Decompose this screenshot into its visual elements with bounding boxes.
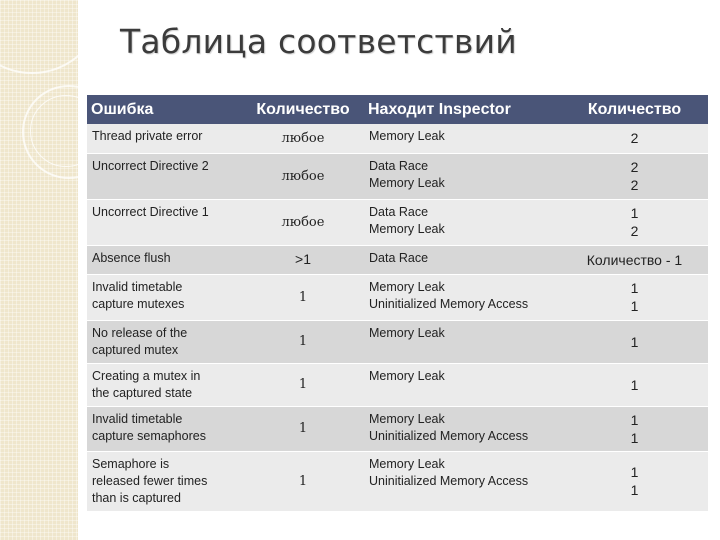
count-cell: 1 (242, 406, 364, 451)
table-row (87, 451, 708, 511)
error-text: Thread private error (92, 129, 203, 143)
error-text: Uncorrect Directive 1 (92, 204, 209, 219)
decorative-circle (0, 0, 104, 74)
table-header-row (87, 95, 708, 124)
inspector-finding-cell (364, 320, 561, 363)
count-cell: 1 (242, 320, 364, 363)
error-text: capture mutexes (92, 296, 185, 311)
table-row (87, 245, 708, 274)
inspector-finding-cell (364, 153, 561, 199)
inspector-finding-text: Memory Leak (369, 279, 445, 294)
inspector-finding-text: Memory Leak (369, 456, 445, 471)
inspector-finding-cell (364, 274, 561, 320)
found-count-text: 2 (630, 159, 639, 175)
inspector-finding-text: Uninitialized Memory Access (369, 428, 529, 443)
count-cell: >1 (242, 245, 364, 274)
found-count-text: 1 (630, 429, 639, 446)
error-text: No release of the (92, 325, 188, 340)
mapping-table (87, 95, 708, 512)
inspector-finding-cell (364, 451, 561, 511)
found-count-text: 1 (630, 464, 639, 480)
error-text: Invalid timetable (92, 279, 183, 294)
inspector-finding-cell (364, 199, 561, 245)
decorative-left-strip (0, 0, 78, 540)
count-cell: 1 (242, 363, 364, 406)
table-row (87, 274, 708, 320)
inspector-finding-text: Data Race (369, 204, 429, 219)
found-count-cell (561, 406, 708, 451)
error-text: Uncorrect Directive 2 (92, 158, 209, 173)
inspector-finding-text: Uninitialized Memory Access (369, 296, 529, 311)
count-cell: любое (242, 153, 364, 199)
error-text: Invalid timetable (92, 411, 183, 426)
error-cell (87, 245, 242, 274)
found-count-text: 1 (630, 280, 639, 296)
error-cell (87, 451, 242, 511)
found-count-text: 1 (630, 333, 639, 350)
inspector-finding-text: Memory Leak (369, 411, 445, 426)
inspector-finding-text: Data Race (369, 158, 429, 173)
error-cell (87, 363, 242, 406)
found-count-cell (561, 153, 708, 199)
table-row (87, 124, 708, 153)
error-text: than is captured (92, 490, 181, 505)
table-row (87, 199, 708, 245)
error-cell (87, 320, 242, 363)
error-text: captured mutex (92, 342, 179, 357)
header-count: Количество (242, 95, 364, 124)
found-count-cell (561, 451, 708, 511)
table-body (87, 124, 708, 511)
table-row (87, 406, 708, 451)
error-text: Semaphore is (92, 456, 170, 471)
inspector-finding-cell (364, 363, 561, 406)
error-text: released fewer times (92, 473, 208, 488)
found-count-text: 1 (630, 376, 639, 393)
error-cell (87, 124, 242, 153)
count-cell: 1 (242, 274, 364, 320)
inspector-finding-text: Memory Leak (369, 221, 445, 236)
found-count-cell (561, 124, 708, 153)
header-count-found: Количество (561, 95, 708, 124)
inspector-finding-text: Uninitialized Memory Access (369, 473, 529, 488)
found-count-text: 1 (630, 205, 639, 221)
error-text: Creating a mutex in (92, 368, 201, 383)
inspector-finding-text: Memory Leak (369, 325, 445, 340)
count-cell: любое (242, 199, 364, 245)
count-cell: любое (242, 124, 364, 153)
inspector-finding-text: Memory Leak (369, 175, 445, 190)
error-cell (87, 406, 242, 451)
page-title: Таблица соответствий (120, 22, 517, 61)
found-count-text: Количество - 1 (586, 251, 683, 268)
error-text: capture semaphores (92, 428, 206, 443)
found-count-text: 2 (630, 177, 639, 193)
error-text: the captured state (92, 385, 193, 400)
table-row (87, 320, 708, 363)
header-error: Ошибка (87, 95, 242, 124)
found-count-cell (561, 320, 708, 363)
inspector-finding-text: Memory Leak (369, 368, 445, 383)
inspector-finding-text: Memory Leak (369, 129, 445, 143)
found-count-text: 2 (630, 223, 639, 239)
table-row (87, 153, 708, 199)
inspector-finding-cell (364, 406, 561, 451)
found-count-text: 1 (630, 298, 639, 314)
inspector-finding-cell (364, 245, 561, 274)
found-count-cell (561, 363, 708, 406)
error-cell (87, 274, 242, 320)
found-count-text: 1 (630, 411, 639, 428)
found-count-cell (561, 199, 708, 245)
inspector-finding-text: Data Race (369, 250, 429, 265)
found-count-text: 1 (630, 482, 639, 498)
error-cell (87, 199, 242, 245)
header-found-by-inspector: Находит Inspector (364, 95, 561, 124)
found-count-cell (561, 245, 708, 274)
count-cell: 1 (242, 451, 364, 511)
inspector-finding-cell (364, 124, 561, 153)
found-count-cell (561, 274, 708, 320)
found-count-text: 2 (630, 130, 639, 147)
table-row (87, 363, 708, 406)
error-cell (87, 153, 242, 199)
error-text: Absence flush (92, 250, 171, 265)
